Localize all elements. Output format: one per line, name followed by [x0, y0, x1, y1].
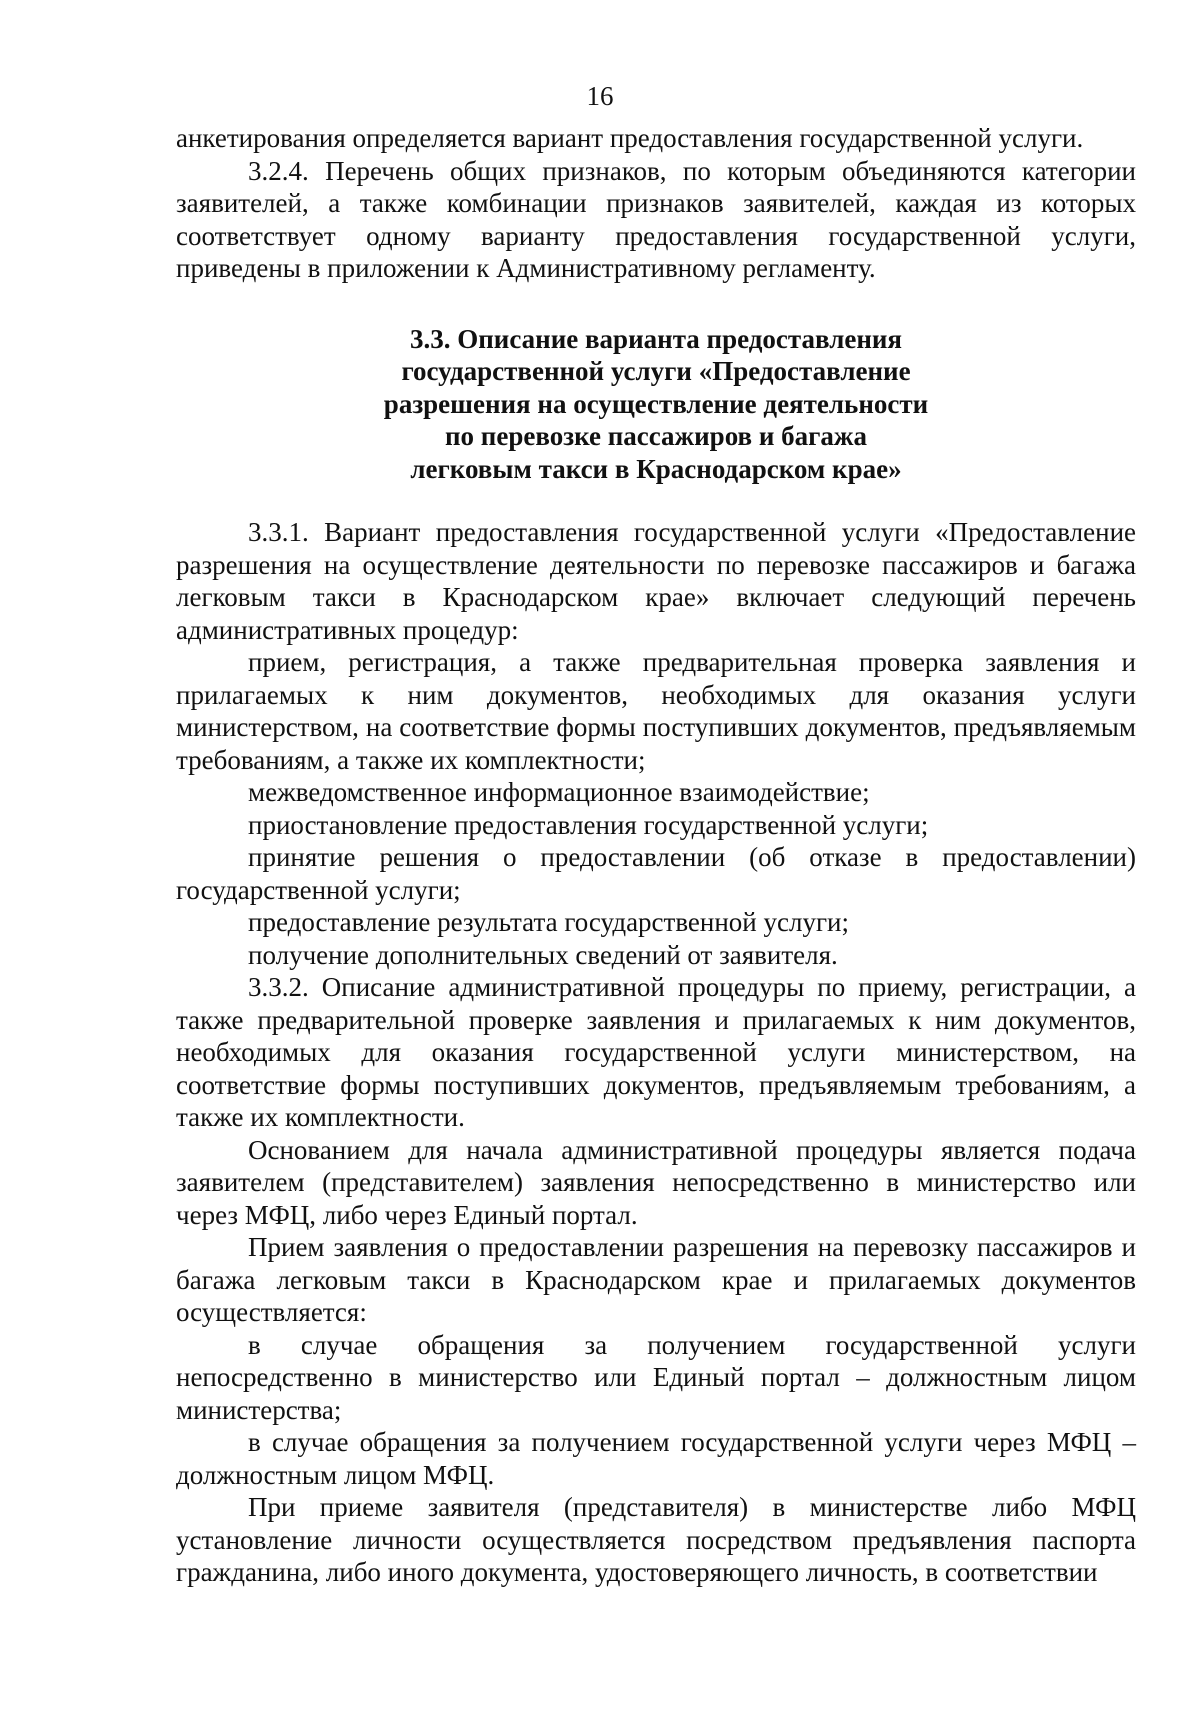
paragraph: анкетирования определяется вариант предоставления государственной услуги.: [176, 123, 1084, 153]
paragraph: 3.3.2. Описание административной процедуры по приему, регистрации, а также предварительной проверке заявления и прилагаемых к ним документов, необходимых для оказания государственной услуги министерством, на соответствие формы поступивших документов, предъявляемым требованиям, а также их комплектности.: [176, 972, 1136, 1132]
heading-line: 3.3. Описание варианта предоставления: [409, 323, 903, 354]
list-item: предоставление результата государственной услуги;: [248, 907, 849, 937]
heading-line: по перевозке пассажиров и багажа: [444, 421, 868, 451]
paragraphs-after-heading: [176, 516, 1136, 1589]
paragraph: 3.2.4. Перечень общих признаков, по которым объединяются категории заявителей, а также комбинации признаков заявителей, каждая из которых соответствует одному варианту предоставления государственной услуги, приведены в приложении к Административному регламенту.: [176, 155, 1136, 283]
list-item: межведомственное информационное взаимодействие;: [248, 777, 870, 807]
heading-line: легковым такси в Краснодарском крае»: [410, 453, 902, 484]
heading-line: государственной услуги «Предоставление: [401, 356, 911, 386]
paragraphs-before-heading: [176, 122, 1136, 285]
list-item: принятие решения о предоставлении (об отказе в предоставлении) государственной услуги;: [176, 842, 1136, 905]
paragraph: Основанием для начала административной процедуры является подача заявителем (представителем) заявления непосредственно в министерство или через МФЦ, либо через Единый портал.: [176, 1134, 1136, 1230]
heading-line: разрешения на осуществление деятельности: [383, 388, 929, 419]
paragraph: Прием заявления о предоставлении разрешения на перевозку пассажиров и багажа легковым такси в Краснодарском крае и прилагаемых документов осуществляется:: [176, 1232, 1136, 1327]
list-item: приостановление предоставления государственной услуги;: [248, 809, 929, 840]
list-item: в случае обращения за получением государственной услуги непосредственно в министерство или Единый портал – должностным лицом министерства;: [176, 1329, 1136, 1425]
paragraph: При приеме заявителя (представителя) в министерстве либо МФЦ установление личности осуществляется посредством предъявления паспорта гражданина, либо иного документа, удостоверяющего личность, в соответствии: [176, 1492, 1136, 1587]
list-item: в случае обращения за получением государственной услуги через МФЦ – должностным лицом МФЦ.: [176, 1427, 1136, 1490]
paragraph: 3.3.1. Вариант предоставления государственной услуги «Предоставление разрешения на осуществление деятельности по перевозке пассажиров и багажа легковым такси в Краснодарском крае» включает следующий перечень административных процедур:: [176, 517, 1136, 645]
document-body: [176, 122, 1136, 1589]
section-heading: [176, 323, 1136, 486]
list-item: прием, регистрация, а также предварительная проверка заявления и прилагаемых к ним документов, необходимых для оказания услуги министерством, на соответствие формы поступивших документов, предъявляемым требованиям, а также их комплектности;: [176, 647, 1136, 775]
list-item: получение дополнительных сведений от заявителя.: [248, 939, 838, 970]
page-number: 16: [586, 81, 614, 111]
